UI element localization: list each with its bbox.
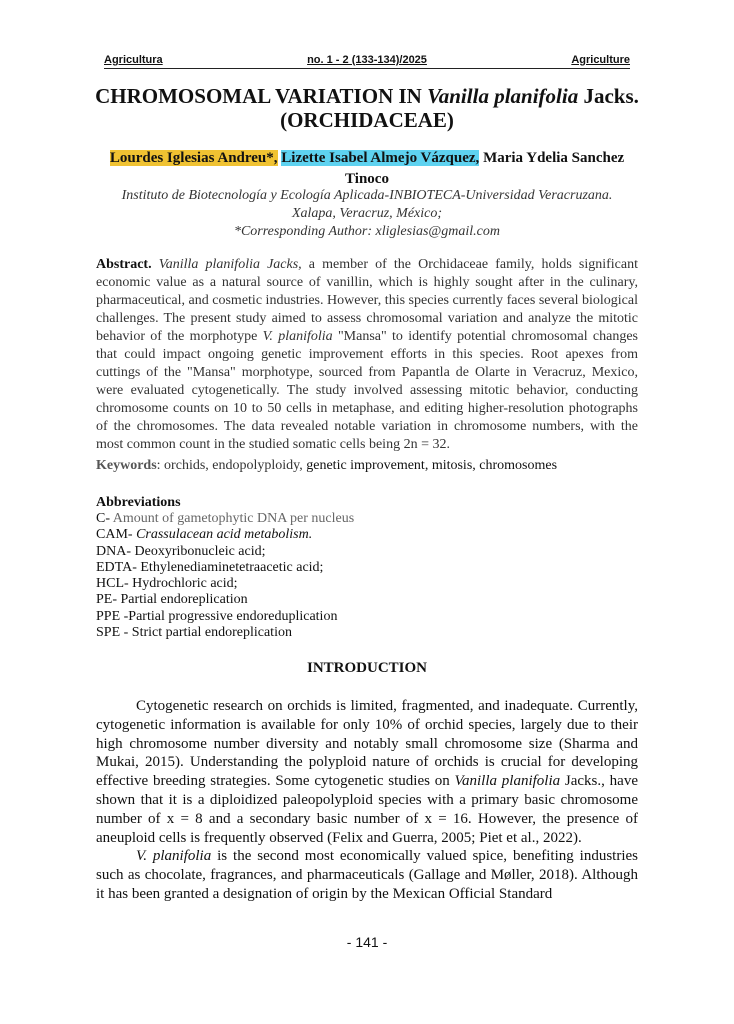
author-3: Maria Ydelia Sanchez Tinoco — [345, 150, 625, 187]
intro-paragraph-1: Cytogenetic research on orchids is limited, fragmented, and inadequate. Currently, cytogenetic information is available for only 10% of orchid species, largely due to their high chromosome number diversity and notably small chromosome size (Sharma and Mukai, 2015). Understanding the polyploid nature of orchids is crucial for developing effective breeding strategies. Some cytogenetic studies on Vanilla planifolia Jacks., have shown that it is a diploidized paleopolyploid species with a primary basic chromosome number of x = 8 and a secondary basic number of x = 16. However, the presence of aneuploid cells is frequently observed (Felix and Guerra, 2005; Piet et al., 2022). — [96, 698, 638, 846]
abstract-text-1: a member of the Orchidaceae family, holds significant economic value as a natural source of vanillin, which is highly sought after in the culinary, pharmaceutical, and cosmetic industries. However, this species currently faces several biological challenges. The present study aimed to assess chromosomal variation and analyze the mitotic behavior of the morphotype — [96, 257, 638, 344]
paper-title — [70, 84, 664, 132]
list-item: HCL- Hydrochloric acid; — [96, 576, 238, 592]
keywords-light: : orchids, endopolyploidy, — [156, 458, 303, 473]
list-item: SPE - Strict partial endoreplication — [96, 625, 292, 641]
header-journal-left: Agricultura — [104, 54, 163, 66]
abstract-label: Abstract. — [96, 257, 152, 272]
affiliation-line-2: Xalapa, Veracruz, México; — [291, 206, 443, 221]
list-item: DNA- Deoxyribonucleic acid; — [96, 543, 266, 559]
abstract-species-2: V. planifolia — [262, 329, 333, 344]
abbreviations-list — [96, 511, 638, 641]
keywords-dark: genetic improvement, mitosis, chromosomes — [302, 458, 558, 473]
author-list — [96, 148, 638, 190]
abstract-text-2: "Mansa" to identify potential chromosomal changes that could impact ongoing genetic improvement efforts in this species. Root apexes from cuttings of the "Mansa" morphotype, sourced from Papantla de Olarte in Veracruz, Mexico, were evaluated cytogenetically. The study involved assessing mitotic behavior, conducting chromosome counts on 10 to 50 cells in metaphase, and editing higher-resolution photographs of the chromosomes. The data revealed notable variation in chromosome numbers, with the most common count in the studied somatic cells being 2n = 32. — [96, 329, 638, 452]
header-journal-right: Agriculture — [571, 54, 630, 66]
list-item: CAM- Crassulacean acid metabolism. — [96, 527, 313, 543]
affiliation-line-1: Instituto de Biotecnología y Ecología Aplicada-INBIOTECA-Universidad Veracruzana. — [121, 188, 613, 203]
running-header — [104, 54, 630, 68]
introduction-heading: INTRODUCTION — [306, 660, 427, 676]
list-item: EDTA- Ethylenediaminetetraacetic acid; — [96, 559, 324, 575]
keywords — [96, 457, 638, 475]
title-line2: (ORCHIDACEAE) — [280, 108, 454, 132]
affiliation — [96, 187, 638, 241]
list-item: C- Amount of gametophytic DNA per nucleus — [96, 511, 355, 526]
list-item: PE- Partial endoreplication — [96, 592, 248, 608]
list-item: PPE -Partial progressive endoreduplication — [96, 608, 338, 624]
abstract — [96, 256, 638, 454]
header-issue: no. 1 - 2 (133-134)/2025 — [307, 54, 427, 66]
introduction-body — [96, 697, 638, 904]
title-part2: Jacks. — [578, 84, 639, 108]
keywords-label: Keywords — [96, 458, 157, 473]
intro-paragraph-2: V. planifolia is the second most economically valued spice, benefiting industries such as chocolate, fragrances, and pharmaceuticals (Gallage and Møller, 2018). Although it has been granted a designation of origin by the Mexican Official Standard — [96, 848, 638, 902]
header-divider — [104, 68, 630, 69]
corresponding-author: *Corresponding Author: xliglesias@gmail.com — [233, 224, 501, 239]
author-1: Lourdes Iglesias Andreu*, — [109, 150, 278, 166]
title-part1: CHROMOSOMAL VARIATION IN — [95, 84, 428, 108]
page-number: - 141 - — [346, 934, 388, 950]
abstract-species-1: Vanilla planifolia Jacks, — [158, 257, 302, 272]
author-2: Lizette Isabel Almejo Vázquez, — [281, 150, 480, 166]
title-species: Vanilla planifolia — [427, 84, 579, 108]
abbreviations-heading: Abbreviations — [96, 495, 181, 510]
